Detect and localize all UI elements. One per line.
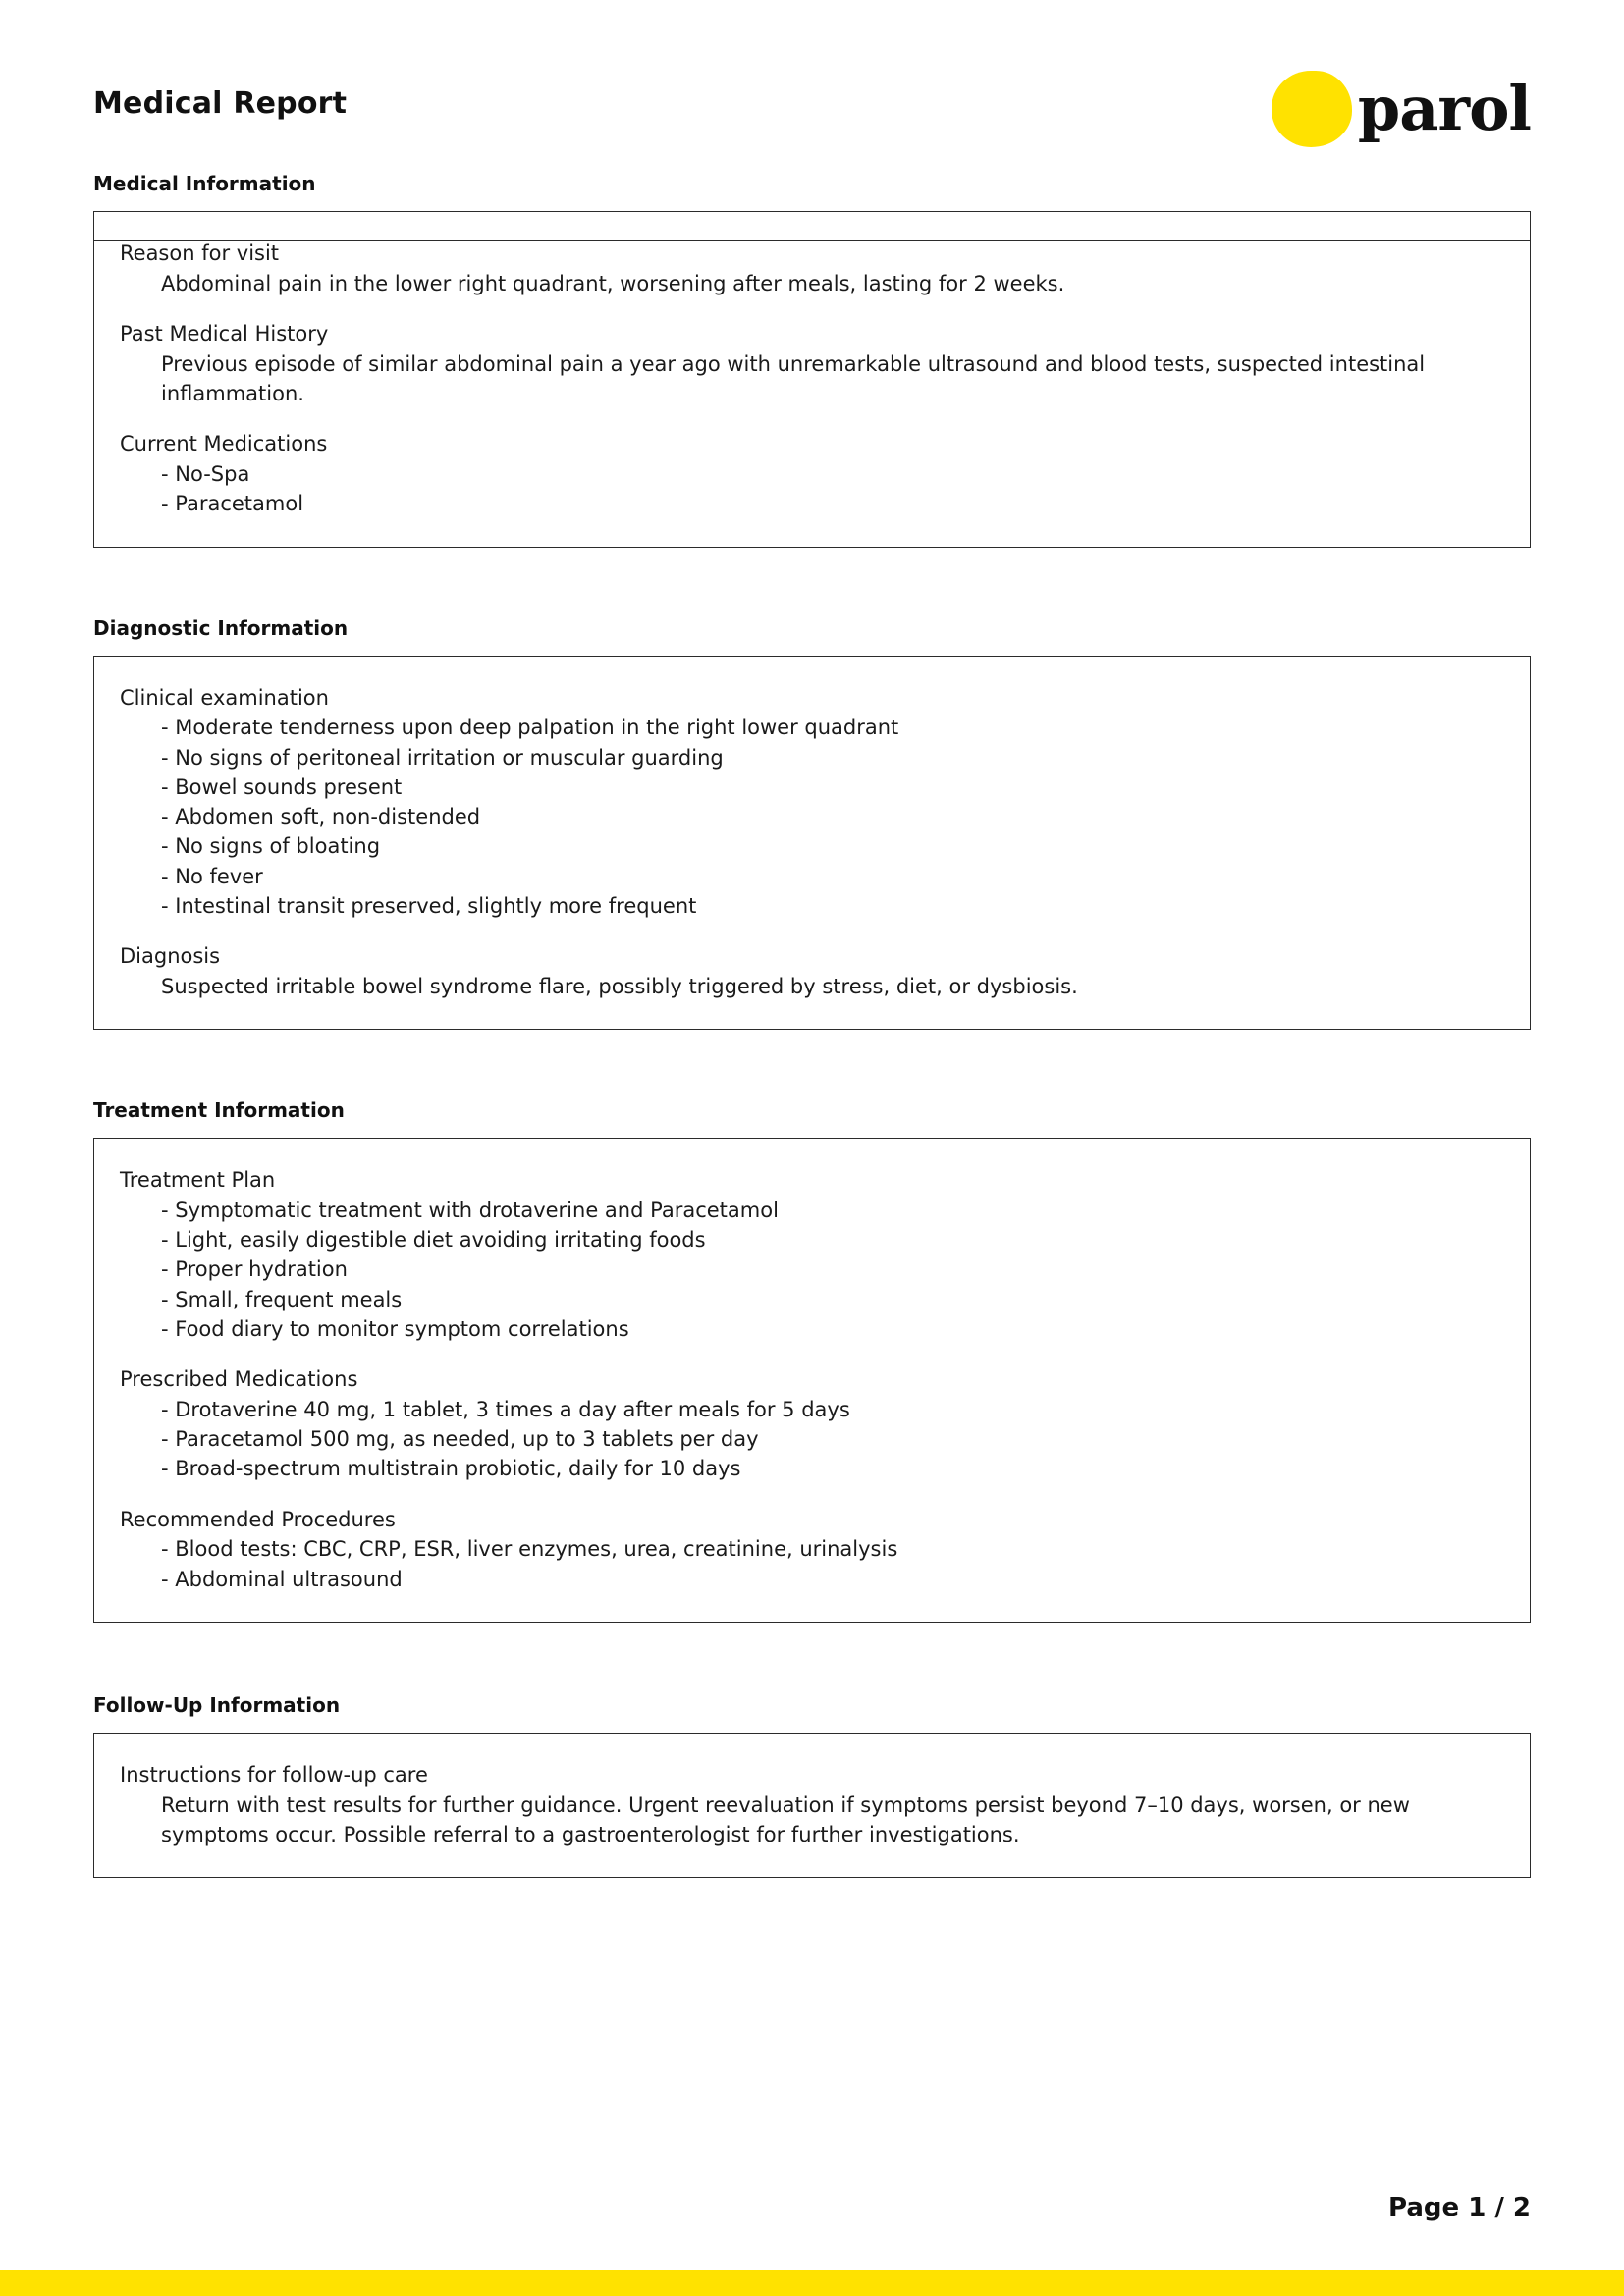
group-body bbox=[120, 269, 1504, 298]
section-title: Treatment Information bbox=[93, 1098, 345, 1123]
group-line: - Moderate tenderness upon deep palpation in the right lower quadrant bbox=[161, 716, 899, 740]
group-recommended-procedures bbox=[120, 1506, 1504, 1594]
page-title: Medical Report bbox=[93, 86, 348, 121]
section-box bbox=[93, 211, 1531, 548]
group-label: Reason for visit bbox=[120, 241, 280, 265]
group-prescribed-medications bbox=[120, 1365, 1504, 1484]
group-line: - Abdominal ultrasound bbox=[161, 1567, 403, 1591]
footer-accent-bar bbox=[0, 2270, 1624, 2296]
group-clinical-examination bbox=[120, 684, 1504, 921]
document-header bbox=[93, 0, 1531, 172]
group-body bbox=[120, 1534, 1504, 1593]
section-medical-information bbox=[93, 172, 1531, 548]
group-body bbox=[120, 972, 1504, 1001]
group-line: - Paracetamol bbox=[161, 492, 304, 516]
group-line: - Symptomatic treatment with drotaverine and Paracetamol bbox=[161, 1198, 779, 1222]
section-title: Medical Information bbox=[93, 172, 316, 195]
header-divider bbox=[93, 240, 1531, 241]
group-line: - Paracetamol 500 mg, as needed, up to 3 tablets per day bbox=[161, 1427, 759, 1452]
page-content bbox=[93, 0, 1531, 1878]
section-treatment-information bbox=[93, 1098, 1531, 1623]
brand-name: parol bbox=[1357, 73, 1531, 144]
group-line: - Abdomen soft, non-distended bbox=[161, 805, 481, 829]
group-label: Diagnosis bbox=[120, 944, 221, 969]
group-line: - Small, frequent meals bbox=[161, 1287, 403, 1311]
brand-blob-icon bbox=[1272, 71, 1352, 147]
group-line: - Broad-spectrum multistrain probiotic, daily for 10 days bbox=[161, 1457, 741, 1481]
group-label: Current Medications bbox=[120, 432, 328, 456]
brand-logo bbox=[1272, 71, 1531, 147]
group-line: - Proper hydration bbox=[161, 1257, 348, 1282]
group-body bbox=[120, 713, 1504, 921]
group-label: Clinical examination bbox=[120, 685, 329, 710]
group-label: Past Medical History bbox=[120, 322, 329, 347]
section-title: Follow-Up Information bbox=[93, 1692, 341, 1717]
section-diagnostic-information bbox=[93, 616, 1531, 1031]
group-line: Suspected irritable bowel syndrome flare, possibly triggered by stress, diet, or dysbiosis. bbox=[161, 974, 1078, 998]
group-line: - Light, easily digestible diet avoiding irritating foods bbox=[161, 1228, 706, 1253]
group-reason-for-visit bbox=[120, 240, 1504, 298]
group-line: - Food diary to monitor symptom correlations bbox=[161, 1316, 629, 1341]
group-line: Abdominal pain in the lower right quadrant, worsening after meals, lasting for 2 weeks. bbox=[161, 271, 1065, 295]
group-body bbox=[120, 1395, 1504, 1484]
section-box bbox=[93, 1138, 1531, 1623]
group-body bbox=[120, 1790, 1504, 1849]
group-body bbox=[120, 349, 1504, 408]
group-treatment-plan bbox=[120, 1166, 1504, 1344]
group-current-medications bbox=[120, 430, 1504, 518]
group-line: - No signs of peritoneal irritation or muscular guarding bbox=[161, 745, 724, 770]
group-label: Treatment Plan bbox=[120, 1168, 276, 1193]
section-title: Diagnostic Information bbox=[93, 615, 349, 640]
page-number: Page 1 / 2 bbox=[1388, 2193, 1531, 2222]
group-body bbox=[120, 1196, 1504, 1344]
group-line: - Blood tests: CBC, CRP, ESR, liver enzymes, urea, creatinine, urinalysis bbox=[161, 1537, 898, 1562]
group-label: Recommended Procedures bbox=[120, 1507, 396, 1531]
group-follow-up-instructions bbox=[120, 1761, 1504, 1849]
section-follow-up-information bbox=[93, 1693, 1531, 1878]
group-line: - No fever bbox=[161, 864, 263, 888]
group-label: Prescribed Medications bbox=[120, 1367, 358, 1392]
group-line: Return with test results for further guidance. Urgent reevaluation if symptoms persist beyond 7–10 days, worsen, or new symptoms occur. Possible referral to a gastroenterologist for further investigations. bbox=[161, 1792, 1410, 1846]
group-body bbox=[120, 459, 1504, 518]
group-line: - No signs of bloating bbox=[161, 834, 381, 859]
group-past-medical-history bbox=[120, 320, 1504, 408]
group-line: - Bowel sounds present bbox=[161, 774, 403, 799]
section-box bbox=[93, 656, 1531, 1031]
group-line: - Drotaverine 40 mg, 1 tablet, 3 times a day after meals for 5 days bbox=[161, 1397, 850, 1421]
group-diagnosis bbox=[120, 942, 1504, 1001]
group-line: - Intestinal transit preserved, slightly more frequent bbox=[161, 893, 697, 918]
section-box bbox=[93, 1733, 1531, 1878]
group-line: Previous episode of similar abdominal pain a year ago with unremarkable ultrasound and blood tests, suspected intestinal inflammation. bbox=[161, 351, 1426, 406]
group-line: - No-Spa bbox=[161, 462, 250, 487]
group-label: Instructions for follow-up care bbox=[120, 1762, 428, 1787]
